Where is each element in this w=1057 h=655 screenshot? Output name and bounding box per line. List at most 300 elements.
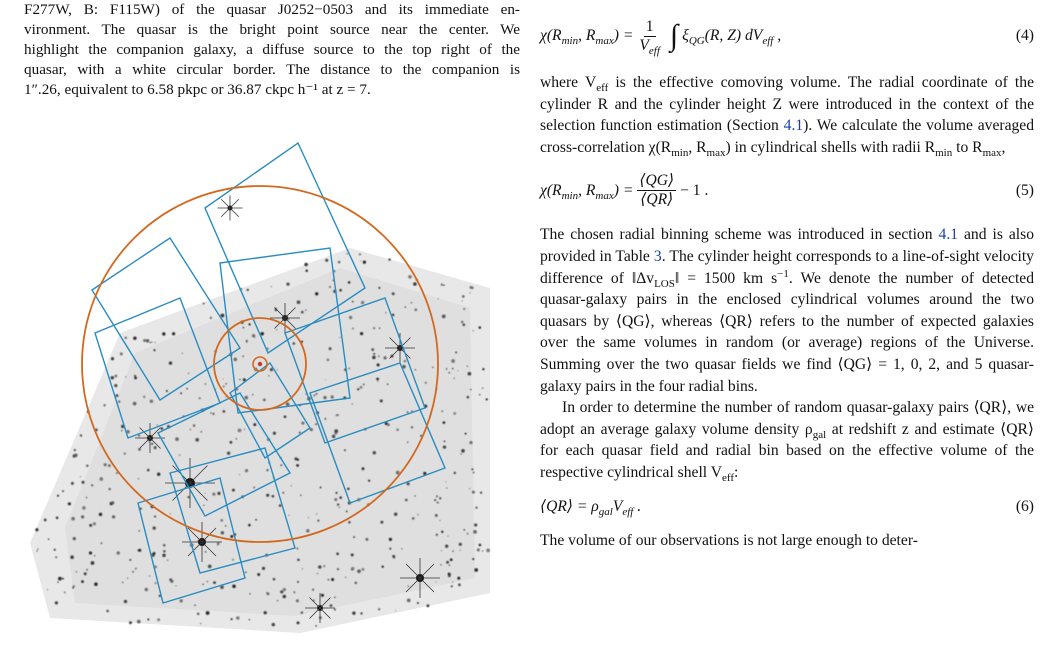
star bbox=[414, 495, 416, 497]
star bbox=[463, 529, 465, 531]
star bbox=[150, 342, 151, 343]
star bbox=[360, 332, 363, 335]
star bbox=[243, 327, 245, 329]
star bbox=[302, 568, 303, 569]
star bbox=[266, 469, 268, 471]
star bbox=[425, 382, 427, 384]
star bbox=[301, 421, 304, 424]
star bbox=[360, 386, 363, 389]
star bbox=[91, 484, 93, 486]
star bbox=[306, 529, 309, 532]
star bbox=[153, 552, 156, 555]
paragraph: In order to determine the number of random quasar-galaxy pairs ⟨QR⟩, we adopt an average galaxy volume density $\rho_{gal}$ at redshift z and estimate ⟨QR⟩ for each quasar field and radial bin based on the effective volume of the respective cylindrical shell $V_{eff}$: bbox=[540, 399, 1034, 485]
star bbox=[389, 548, 391, 550]
star bbox=[467, 365, 469, 367]
star bbox=[134, 377, 137, 380]
star bbox=[248, 323, 250, 325]
integral-sign: ∫ bbox=[669, 19, 679, 53]
star bbox=[450, 558, 453, 561]
star bbox=[129, 559, 131, 561]
star bbox=[377, 363, 380, 366]
star bbox=[207, 581, 208, 582]
star bbox=[415, 369, 417, 371]
star bbox=[112, 515, 115, 518]
star bbox=[305, 309, 307, 311]
star bbox=[477, 548, 480, 551]
star bbox=[205, 383, 206, 384]
star bbox=[339, 496, 342, 499]
star bbox=[486, 549, 490, 553]
star bbox=[82, 506, 86, 510]
star bbox=[118, 400, 121, 403]
star bbox=[101, 542, 103, 544]
star bbox=[81, 481, 84, 484]
star bbox=[377, 381, 378, 382]
star bbox=[328, 579, 330, 581]
star bbox=[246, 340, 248, 342]
star bbox=[351, 553, 354, 556]
star bbox=[329, 286, 331, 288]
star bbox=[405, 306, 406, 307]
section-link[interactable]: 4.1 bbox=[938, 226, 959, 244]
star bbox=[445, 481, 446, 482]
star bbox=[121, 430, 123, 432]
star bbox=[157, 424, 158, 425]
star bbox=[187, 496, 189, 498]
star bbox=[170, 513, 171, 514]
star bbox=[436, 533, 439, 536]
star bbox=[413, 282, 417, 286]
star bbox=[279, 504, 282, 507]
star bbox=[453, 377, 455, 379]
star bbox=[336, 553, 339, 556]
star bbox=[147, 619, 149, 621]
star bbox=[232, 559, 234, 561]
star bbox=[236, 616, 240, 620]
star bbox=[313, 394, 315, 396]
star bbox=[441, 284, 443, 286]
star bbox=[247, 289, 249, 291]
star bbox=[74, 449, 76, 451]
star bbox=[372, 356, 376, 360]
star bbox=[446, 488, 447, 489]
star bbox=[417, 514, 418, 515]
star bbox=[210, 412, 212, 414]
star bbox=[469, 488, 470, 489]
star bbox=[283, 595, 287, 599]
star bbox=[452, 582, 453, 583]
star bbox=[331, 578, 334, 581]
equation-body: $\chi(R_{min}$, $R_{max}$) = bbox=[540, 27, 634, 48]
star bbox=[148, 441, 149, 442]
star bbox=[225, 397, 226, 398]
star bbox=[120, 352, 123, 355]
star bbox=[238, 429, 242, 433]
star bbox=[394, 512, 397, 515]
star bbox=[467, 396, 470, 399]
star bbox=[162, 554, 166, 558]
star bbox=[448, 573, 450, 575]
star bbox=[138, 478, 139, 479]
star bbox=[167, 560, 168, 561]
star bbox=[84, 572, 87, 575]
star bbox=[462, 323, 465, 326]
star bbox=[175, 437, 179, 441]
star bbox=[381, 565, 383, 567]
star bbox=[347, 253, 348, 254]
star bbox=[293, 591, 295, 593]
star bbox=[426, 604, 429, 607]
star bbox=[221, 314, 225, 318]
star bbox=[475, 507, 477, 509]
star bbox=[478, 326, 481, 329]
equation-body: $\chi(R_{min}$, $R_{max}$) = bbox=[540, 181, 634, 202]
quasar-field-image bbox=[20, 138, 520, 648]
star bbox=[201, 431, 203, 433]
caption-line: vironment. The quasar is the bright point source near the center. We bbox=[24, 21, 520, 38]
star bbox=[145, 588, 149, 592]
star bbox=[407, 442, 408, 443]
star bbox=[166, 390, 168, 392]
star bbox=[486, 398, 488, 400]
star bbox=[443, 284, 445, 286]
star bbox=[222, 378, 223, 379]
star bbox=[446, 561, 449, 564]
star bbox=[253, 487, 255, 489]
star bbox=[233, 358, 237, 362]
star bbox=[263, 399, 266, 402]
star bbox=[293, 342, 296, 345]
star bbox=[127, 578, 128, 579]
star bbox=[86, 464, 89, 467]
star bbox=[349, 316, 352, 319]
star bbox=[64, 591, 66, 593]
star bbox=[363, 261, 366, 264]
star bbox=[482, 551, 483, 552]
star bbox=[297, 548, 299, 550]
star bbox=[239, 379, 240, 380]
star bbox=[277, 600, 279, 602]
star bbox=[308, 517, 309, 518]
star bbox=[417, 602, 419, 604]
star bbox=[153, 349, 155, 351]
star bbox=[257, 573, 260, 576]
star bbox=[94, 582, 98, 586]
star bbox=[437, 502, 439, 504]
fraction: $\frac{⟨QG⟩}{⟨QR⟩}$ bbox=[639, 171, 675, 208]
star bbox=[439, 520, 440, 521]
star bbox=[357, 388, 359, 390]
star bbox=[94, 555, 95, 556]
star bbox=[412, 517, 415, 520]
star bbox=[124, 452, 126, 454]
section-link[interactable]: 4.1 bbox=[783, 117, 804, 135]
star bbox=[86, 569, 87, 570]
star bbox=[441, 531, 443, 533]
star bbox=[35, 528, 38, 531]
star bbox=[246, 342, 247, 343]
star bbox=[230, 535, 233, 538]
star bbox=[458, 583, 461, 586]
star bbox=[221, 531, 224, 534]
star bbox=[217, 492, 220, 495]
star bbox=[62, 578, 64, 580]
star bbox=[273, 432, 276, 435]
star bbox=[480, 492, 482, 494]
star bbox=[197, 612, 200, 615]
star bbox=[297, 558, 300, 561]
star bbox=[331, 395, 334, 398]
star bbox=[378, 608, 381, 611]
star bbox=[472, 491, 475, 494]
star bbox=[472, 558, 474, 560]
star bbox=[325, 379, 326, 380]
equation-number: (5) bbox=[1015, 181, 1034, 199]
star bbox=[262, 567, 265, 570]
star bbox=[408, 275, 412, 279]
star bbox=[461, 449, 465, 453]
star bbox=[147, 469, 150, 472]
star bbox=[392, 555, 395, 558]
star bbox=[277, 369, 278, 370]
star bbox=[318, 565, 322, 569]
star bbox=[296, 464, 299, 467]
star bbox=[115, 394, 118, 397]
star bbox=[405, 499, 408, 502]
star bbox=[154, 516, 156, 518]
star bbox=[80, 434, 82, 436]
star bbox=[471, 468, 473, 470]
star bbox=[449, 564, 451, 566]
star bbox=[122, 582, 124, 584]
star bbox=[482, 387, 484, 389]
star bbox=[297, 581, 299, 583]
star bbox=[345, 577, 346, 578]
star bbox=[114, 375, 117, 378]
star bbox=[71, 517, 75, 521]
star bbox=[383, 356, 386, 359]
star bbox=[182, 353, 183, 354]
star bbox=[324, 418, 326, 420]
equation-number: (4) bbox=[1015, 27, 1034, 45]
star bbox=[70, 555, 74, 559]
star bbox=[407, 599, 411, 603]
star bbox=[479, 544, 482, 547]
star bbox=[111, 501, 114, 504]
star bbox=[154, 446, 157, 449]
star bbox=[385, 312, 386, 313]
star bbox=[388, 258, 390, 260]
star bbox=[248, 524, 251, 527]
star bbox=[99, 513, 103, 517]
star bbox=[297, 300, 301, 304]
star bbox=[99, 477, 103, 481]
star bbox=[205, 551, 207, 553]
star bbox=[479, 394, 481, 396]
star bbox=[304, 263, 308, 267]
star bbox=[264, 611, 267, 614]
star bbox=[470, 286, 473, 289]
star bbox=[244, 429, 245, 430]
star bbox=[474, 523, 477, 526]
star bbox=[210, 317, 212, 319]
caption-line: F277W, B: F115W) of the quasar J0252−0503 and its immediate en- bbox=[24, 1, 520, 18]
star bbox=[75, 455, 76, 456]
star bbox=[213, 581, 216, 584]
star bbox=[379, 327, 380, 328]
star bbox=[457, 370, 458, 371]
star bbox=[473, 330, 474, 331]
star bbox=[432, 367, 433, 368]
star bbox=[253, 423, 256, 426]
star bbox=[296, 621, 299, 624]
star bbox=[415, 309, 418, 312]
star bbox=[271, 286, 272, 287]
star bbox=[206, 611, 210, 615]
star bbox=[200, 623, 202, 625]
equation-body: ⟨QR⟩ = $\rho_{gal}V_{eff}$ . bbox=[540, 497, 642, 518]
star bbox=[411, 426, 413, 428]
star bbox=[408, 586, 410, 588]
star bbox=[452, 368, 454, 370]
star bbox=[124, 600, 127, 603]
star bbox=[133, 336, 136, 339]
star bbox=[339, 337, 340, 338]
star bbox=[48, 538, 50, 540]
star bbox=[389, 538, 392, 541]
star bbox=[368, 480, 370, 482]
star bbox=[404, 360, 407, 363]
star bbox=[245, 469, 248, 472]
star bbox=[212, 413, 214, 415]
star bbox=[272, 623, 275, 626]
star bbox=[138, 435, 140, 437]
star bbox=[396, 428, 399, 431]
star bbox=[55, 601, 58, 604]
star bbox=[163, 550, 166, 553]
star bbox=[157, 618, 160, 621]
star bbox=[312, 589, 314, 591]
star bbox=[321, 594, 324, 597]
star bbox=[89, 524, 92, 527]
star bbox=[320, 486, 322, 488]
star bbox=[81, 515, 84, 518]
star bbox=[334, 608, 336, 610]
star bbox=[239, 474, 240, 475]
star bbox=[462, 301, 463, 302]
star bbox=[291, 485, 292, 486]
star bbox=[125, 376, 126, 377]
star bbox=[457, 577, 460, 580]
star bbox=[452, 550, 454, 552]
star bbox=[455, 351, 457, 353]
star bbox=[373, 327, 375, 329]
figure-caption bbox=[24, 0, 520, 100]
star bbox=[249, 619, 251, 621]
star bbox=[202, 584, 204, 586]
star bbox=[73, 537, 76, 540]
star bbox=[155, 342, 156, 343]
star bbox=[346, 511, 348, 513]
star bbox=[286, 282, 289, 285]
star bbox=[446, 368, 448, 370]
star bbox=[229, 441, 232, 444]
star bbox=[135, 568, 137, 570]
star bbox=[451, 585, 453, 587]
equation-6 bbox=[540, 494, 1034, 520]
star bbox=[161, 427, 164, 430]
star bbox=[244, 396, 248, 400]
star bbox=[338, 261, 341, 264]
star bbox=[245, 571, 247, 573]
star bbox=[137, 620, 141, 624]
star bbox=[352, 403, 354, 405]
star bbox=[329, 347, 332, 350]
star bbox=[352, 611, 356, 615]
star bbox=[249, 593, 251, 595]
star bbox=[273, 578, 276, 581]
star bbox=[332, 435, 336, 439]
star bbox=[315, 625, 317, 627]
star bbox=[227, 451, 230, 454]
star bbox=[443, 445, 446, 448]
star bbox=[280, 464, 282, 466]
star bbox=[232, 584, 236, 588]
star bbox=[371, 348, 374, 351]
star bbox=[54, 549, 56, 551]
star bbox=[305, 269, 308, 272]
star bbox=[453, 412, 456, 415]
star bbox=[447, 536, 448, 537]
star bbox=[327, 359, 330, 362]
star bbox=[380, 399, 383, 402]
star bbox=[362, 467, 365, 470]
star bbox=[203, 504, 205, 506]
star bbox=[352, 328, 354, 330]
star bbox=[334, 596, 336, 598]
star bbox=[186, 388, 188, 390]
star bbox=[232, 489, 235, 492]
star bbox=[482, 368, 484, 370]
table-link[interactable]: 3 bbox=[653, 247, 662, 265]
star bbox=[323, 565, 325, 567]
star bbox=[129, 621, 132, 624]
star bbox=[272, 495, 275, 498]
star bbox=[440, 564, 441, 565]
right-column bbox=[540, 0, 1034, 551]
star bbox=[339, 506, 340, 507]
star bbox=[283, 588, 286, 591]
star bbox=[73, 585, 75, 587]
star bbox=[363, 384, 365, 386]
star bbox=[138, 549, 141, 552]
star bbox=[347, 487, 350, 490]
star bbox=[348, 367, 350, 369]
star bbox=[395, 610, 396, 611]
star bbox=[282, 492, 284, 494]
star bbox=[47, 589, 48, 590]
star bbox=[81, 580, 84, 583]
star bbox=[149, 575, 150, 576]
star bbox=[459, 543, 462, 546]
star bbox=[334, 429, 338, 433]
star bbox=[348, 281, 351, 284]
star bbox=[459, 550, 460, 551]
star bbox=[267, 592, 270, 595]
star bbox=[55, 556, 57, 558]
star bbox=[359, 253, 361, 255]
star bbox=[344, 449, 346, 451]
